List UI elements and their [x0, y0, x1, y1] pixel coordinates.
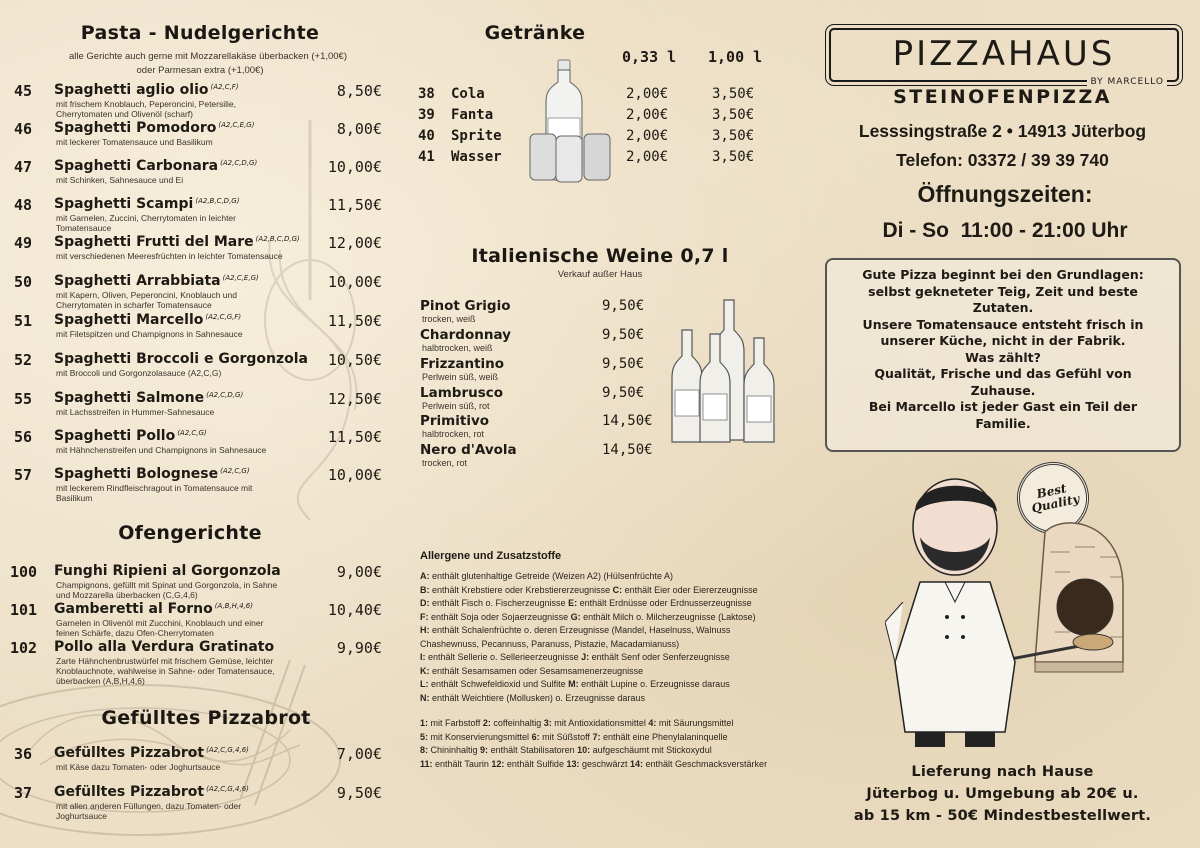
- ofen-title: Ofengerichte: [118, 522, 262, 544]
- item-description: mit allen anderen Füllungen, dazu Tomaten- oder Joghurtsauce: [56, 801, 242, 821]
- drink-number: 39: [418, 107, 435, 123]
- item-name: [54, 601, 253, 617]
- item-name: [54, 466, 250, 482]
- item-allergens: (A,B,H,4,6): [214, 602, 253, 610]
- item-name-text: Spaghetti Pomodoro: [54, 120, 217, 136]
- wine-item: [420, 385, 680, 413]
- story-line: Zuhause.: [970, 382, 1036, 398]
- item-name-text: Spaghetti Bolognese: [54, 466, 219, 482]
- item-description: mit leckerem Rindfleischragout in Tomatensauce mit Basilikum: [56, 483, 253, 503]
- item-allergens: (A2,B,C,D,G): [195, 197, 240, 205]
- item-name: [54, 273, 259, 289]
- item-allergens: (A2,C,G,F): [205, 313, 242, 321]
- item-description: mit verschiedenen Meeresfrüchten in leichter Tomatensauce: [56, 251, 283, 261]
- item-number: 45: [14, 82, 33, 100]
- item-price: 12,50€: [327, 390, 382, 408]
- item-price: 8,50€: [336, 82, 382, 100]
- wine-price: 9,50€: [602, 298, 645, 314]
- wine-name: Pinot Grigio: [420, 298, 511, 314]
- allergen-list: [420, 570, 785, 705]
- legend-text: enthält Schwefeldioxid und Sulfite: [428, 679, 569, 689]
- item-name: [54, 428, 207, 444]
- legend-code: D:: [420, 598, 430, 608]
- item-allergens: (A2,C,E,G): [218, 121, 255, 129]
- legend-code: 9:: [480, 745, 489, 755]
- item-price: 9,00€: [336, 563, 382, 581]
- allergen-section: [420, 550, 785, 771]
- delivery-line: Lieferung nach Hause: [911, 764, 1094, 780]
- item-number: 47: [14, 158, 33, 176]
- item-description: mit Hähnchenstreifen und Champignons in Sahnesauce: [56, 445, 267, 455]
- item-name-text: Gamberetti al Forno: [54, 601, 213, 617]
- item-price: 9,90€: [336, 639, 382, 657]
- legend-code: J:: [581, 652, 590, 662]
- left-column: [0, 0, 400, 848]
- delivery-line: Jüterbog u. Umgebung ab 20€ u.: [866, 786, 1139, 802]
- item-allergens: (A2,C,G,4,6): [206, 746, 249, 754]
- item-name-text: Gefülltes Pizzabrot: [54, 745, 205, 761]
- item-name-text: Funghi Ripieni al Gorgonzola: [54, 563, 281, 579]
- drink-name: Cola: [451, 86, 485, 102]
- item-number: 51: [14, 312, 33, 330]
- legend-text: enthält Sulfide: [504, 758, 567, 769]
- story-line: Familie.: [975, 415, 1031, 431]
- wine-bottles-illustration: [670, 298, 782, 446]
- legend-text: mit Konservierungsmittel: [428, 731, 532, 742]
- legend-code: N:: [420, 692, 430, 703]
- item-number: 55: [14, 390, 33, 408]
- drinks-size-small: 0,33 l: [622, 48, 677, 66]
- legend-text: enthält Sesamsamen oder Sesamsamenerzeugnisse: [429, 665, 644, 676]
- item-name-text: Spaghetti Arrabbiata: [54, 273, 221, 289]
- legend-text: mit Säurungsmittel: [656, 718, 734, 728]
- wine-item: [420, 413, 680, 441]
- legend-line: [420, 678, 785, 692]
- wine-description: Perlwein süß, rot: [422, 401, 490, 411]
- item-description: Garnelen in Olivenöl mit Zucchini, Knoblauch und einer feinen Schärfe, dazu Ofen-Cherrytomaten: [56, 618, 264, 638]
- legend-text: enthält Stabilisatoren: [488, 745, 578, 755]
- opening-hours: Di - So 11:00 - 21:00 Uhr: [882, 219, 1128, 242]
- legend-line: [420, 584, 785, 598]
- item-number: 102: [10, 639, 38, 657]
- logo-byline: BY MARCELLO: [1087, 77, 1167, 87]
- drink-name: Fanta: [451, 107, 494, 123]
- legend-code: L:: [420, 679, 429, 689]
- legend-text: enthält Taurin: [432, 758, 492, 769]
- drink-price-large: 3,50€: [712, 128, 755, 144]
- legend-code: 12:: [491, 758, 505, 769]
- story-line: Unsere Tomatensauce entsteht frisch in: [862, 316, 1144, 332]
- phone[interactable]: Telefon: 03372 / 39 39 740: [896, 150, 1109, 170]
- item-number: 48: [14, 196, 33, 214]
- wine-description: trocken, weiß: [422, 314, 476, 324]
- drink-price-large: 3,50€: [712, 107, 755, 123]
- item-name-text: Spaghetti aglio olio: [54, 82, 209, 98]
- chef-illustration: [885, 472, 1125, 752]
- item-number: 52: [14, 351, 33, 369]
- story-line: Zutaten.: [972, 300, 1034, 315]
- story-line: Bei Marcello ist jeder Gast ein Teil der: [868, 399, 1138, 414]
- wine-name: Lambrusco: [420, 385, 504, 401]
- legend-code: 2:: [482, 718, 491, 728]
- item-name: [54, 312, 241, 328]
- legend-code: F:: [420, 611, 429, 622]
- legend-code: 1:: [420, 718, 429, 728]
- drinks-bottles-illustration: [528, 56, 618, 186]
- right-column: [805, 0, 1200, 848]
- additive-list: [420, 717, 785, 771]
- wine-item: [420, 356, 680, 384]
- legend-text: enthält Eier oder Eiererzeugnisse: [622, 584, 758, 595]
- legend-code: I:: [420, 652, 426, 662]
- item-price: 10,00€: [327, 466, 382, 484]
- legend-text: mit Farbstoff: [428, 718, 483, 728]
- pizzabrot-title: Gefülltes Pizzabrot: [101, 707, 311, 729]
- wine-description: halbtrocken, rot: [422, 429, 485, 439]
- drink-price-small: 2,00€: [626, 86, 669, 102]
- item-description: mit Kapern, Oliven, Peperoncini, Knoblauch und Cherrytomaten in scharfer Tomatensauce: [56, 290, 237, 310]
- legend-text: enthält Weichtiere (Mollusken) o. Erzeugnisse daraus: [429, 692, 645, 703]
- item-name: [54, 196, 239, 212]
- legend-code: 11:: [420, 758, 433, 769]
- story-box: [825, 258, 1181, 452]
- item-number: 57: [14, 466, 33, 484]
- item-name-text: Pollo alla Verdura Gratinato: [54, 639, 275, 655]
- legend-line: [420, 597, 785, 611]
- drink-name: Wasser: [451, 149, 502, 165]
- opening-hours-title: Öffnungszeiten:: [917, 181, 1093, 207]
- story-line: Gute Pizza beginnt bei den Grundlagen:: [862, 267, 1144, 282]
- legend-line: [420, 692, 785, 706]
- item-name: [54, 563, 281, 579]
- item-allergens: (A2,B,C,D,G): [255, 235, 300, 243]
- legend-code: B:: [420, 584, 430, 595]
- item-price: 9,50€: [336, 784, 382, 802]
- legend-text: enthält Krebstiere oder Krebstiererzeugnisse: [429, 584, 613, 595]
- wine-description: Perlwein süß, weiß: [422, 372, 499, 382]
- item-number: 101: [10, 601, 38, 619]
- legend-code: 14:: [630, 758, 644, 769]
- item-name-text: Spaghetti Frutti del Mare: [54, 234, 254, 250]
- item-allergens: (A2,C,F): [210, 83, 239, 91]
- legend-text: enthält Lupine o. Erzeugnisse daraus: [578, 679, 730, 689]
- legend-text: geschwärzt: [579, 758, 630, 769]
- wine-name: Nero d'Avola: [420, 442, 517, 458]
- item-name-text: Spaghetti Salmone: [54, 390, 205, 406]
- item-name: [54, 390, 243, 406]
- wine-description: trocken, rot: [422, 458, 468, 468]
- pasta-title: Pasta - Nudelgerichte: [80, 22, 320, 44]
- item-name: [54, 745, 249, 761]
- wine-item: [420, 327, 680, 355]
- item-description: mit Garnelen, Zuccini, Cherrytomaten in leichter Tomatensauce: [56, 213, 236, 233]
- legend-line: [420, 651, 785, 665]
- legend-code: K:: [420, 665, 430, 676]
- legend-code: 3:: [543, 718, 552, 728]
- item-allergens: (A2,C,D,G): [220, 159, 258, 167]
- wine-description: halbtrocken, weiß: [422, 343, 493, 353]
- legend-text: enthält Erdnüsse oder Erdnusserzeugnisse: [577, 598, 752, 608]
- logo-text: PIZZAHAUS: [892, 34, 1116, 74]
- legend-line: [420, 744, 785, 758]
- legend-text: enthält eine Phenylalaninquelle: [600, 731, 728, 742]
- legend-text: enthält Milch o. Milcherzeugnisse (Laktose): [580, 611, 756, 622]
- item-name: [54, 639, 274, 655]
- item-allergens: (A2,C,E,G): [222, 274, 259, 282]
- wine-item: [420, 442, 680, 470]
- item-name-text: Spaghetti Scampi: [54, 196, 194, 212]
- story-text: [827, 260, 1179, 432]
- item-name: [54, 234, 300, 250]
- delivery-info: [805, 761, 1200, 827]
- item-number: 36: [14, 745, 33, 763]
- item-description: Champignons, gefüllt mit Spinat und Gorgonzola, in Sahne und Mozzarella überbacken (C,G,4,6): [56, 580, 278, 600]
- item-name: [54, 120, 254, 136]
- middle-column: [400, 0, 805, 848]
- legend-text: enthält Soja oder Sojaerzeugnisse: [428, 611, 571, 622]
- drinks-title: Getränke: [484, 22, 586, 44]
- legend-text: mit Süßstoff: [539, 731, 593, 742]
- item-name-text: Spaghetti Marcello: [54, 312, 204, 328]
- item-price: 10,00€: [327, 273, 382, 291]
- item-allergens: (A2,C,G): [177, 429, 207, 437]
- legend-text: enthält Sellerie o. Sellerieerzeugnisse: [425, 652, 582, 662]
- drink-number: 38: [418, 86, 435, 102]
- drink-price-small: 2,00€: [626, 149, 669, 165]
- item-allergens: (A2,C,D,G): [206, 391, 244, 399]
- legend-line: [420, 758, 785, 772]
- item-description: mit Filetspitzen und Champignons in Sahnesauce: [56, 329, 243, 339]
- wine-price: 14,50€: [602, 442, 653, 458]
- wines-subtitle: Verkauf außer Haus: [557, 269, 643, 280]
- wine-item: [420, 298, 680, 326]
- legend-text: enthält Senf oder Senferzeugnisse: [589, 652, 730, 662]
- legend-code: H:: [420, 625, 430, 635]
- drink-name: Sprite: [451, 128, 502, 144]
- legend-text: enthält Fisch o. Fischerzeugnisse: [429, 598, 569, 608]
- item-description: Zarte Hähnchenbrustwürfel mit frischem Gemüse, leichter Knoblauchnote, wahlweise in Sahne- oder Tomatensauce, überbacken (A,B,H,4,6): [56, 656, 275, 686]
- wine-price: 9,50€: [602, 385, 645, 401]
- wine-price: 9,50€: [602, 356, 645, 372]
- item-description: mit frischem Knoblauch, Peperoncini, Petersilie, Cherrytomaten und Olivenöl (scharf): [56, 99, 236, 119]
- item-name-text: Spaghetti Broccoli e Gorgonzola: [54, 351, 308, 367]
- drinks-size-large: 1,00 l: [708, 48, 763, 66]
- story-line: Qualität, Frische und das Gefühl von: [874, 366, 1132, 381]
- legend-text: mit Antioxidationsmittel: [551, 718, 649, 728]
- item-number: 46: [14, 120, 33, 138]
- legend-code: 8:: [420, 745, 429, 755]
- item-price: 7,00€: [336, 745, 382, 763]
- legend-code: 6:: [531, 731, 540, 742]
- drink-number: 41: [418, 149, 435, 165]
- logo: [829, 28, 1179, 87]
- item-name-text: Gefülltes Pizzabrot: [54, 784, 205, 800]
- pasta-subtitle-2: oder Parmesan extra (+1,00€): [136, 65, 264, 76]
- tagline: STEINOFENPIZZA: [893, 86, 1112, 108]
- item-allergens: (A2,C,G): [220, 467, 250, 475]
- item-price: 10,00€: [327, 158, 382, 176]
- legend-text: enthält glutenhaltige Getreide (Weizen A2) (Hülsenfrüchte A): [429, 571, 673, 581]
- legend-code: 7:: [592, 731, 601, 742]
- wine-name: Primitivo: [420, 413, 490, 429]
- pasta-subtitle: alle Gerichte auch gerne mit Mozzarellakäse überbacken (+1,00€): [68, 51, 348, 62]
- legend-code: 10:: [577, 745, 591, 755]
- drink-number: 40: [418, 128, 435, 144]
- item-name: [54, 158, 257, 174]
- item-name: [54, 82, 239, 98]
- item-description: mit Broccoli und Gorgonzolasauce (A2,C,G): [56, 368, 222, 378]
- wine-name: Frizzantino: [420, 356, 505, 372]
- legend-text: aufgeschäumt mit Stickoxydul: [590, 745, 712, 755]
- item-description: mit Käse dazu Tomaten- oder Joghurtsauce: [56, 762, 221, 772]
- wine-price: 9,50€: [602, 327, 645, 343]
- legend-text: enthält Schalenfrüchte o. deren Erzeugnisse (Mandel, Haselnuss, Walnuss Chashewnuss, Pecannuss, Paranuss, Pistazie, Macadamianuss): [420, 625, 731, 649]
- item-allergens: (A2,C,G,4,6): [206, 785, 249, 793]
- wine-price: 14,50€: [602, 413, 653, 429]
- item-price: 11,50€: [327, 428, 382, 446]
- legend-text: Chininhaltig: [428, 745, 481, 755]
- legend-code: M:: [568, 679, 579, 689]
- legend-code: 13:: [566, 758, 580, 769]
- story-line: Was zählt?: [965, 349, 1041, 365]
- legend-line: [420, 570, 785, 584]
- badge-text: Best Quality: [1030, 481, 1081, 516]
- item-price: 11,50€: [327, 196, 382, 214]
- item-number: 37: [14, 784, 33, 802]
- address: Lesssingstraße 2 • 14913 Jüterbog: [858, 121, 1147, 141]
- item-name: [54, 351, 308, 367]
- legend-line: [420, 624, 785, 651]
- item-number: 50: [14, 273, 33, 291]
- wines-title: Italienische Weine 0,7 l: [471, 245, 729, 267]
- item-description: mit Schinken, Sahnesauce und Ei: [56, 175, 184, 185]
- legend-text: enthält Geschmacksverstärker: [643, 758, 768, 769]
- delivery-line: ab 15 km - 50€ Mindestbestellwert.: [853, 808, 1152, 824]
- item-name-text: Spaghetti Pollo: [54, 428, 176, 444]
- item-price: 10,40€: [327, 601, 382, 619]
- story-line: selbst gekneteter Teig, Zeit und beste: [868, 283, 1138, 299]
- legend-code: C:: [612, 584, 623, 595]
- item-name: [54, 784, 249, 800]
- legend-code: G:: [570, 611, 581, 622]
- legend-line: [420, 665, 785, 679]
- drink-price-large: 3,50€: [712, 149, 755, 165]
- legend-line: [420, 731, 785, 745]
- item-number: 56: [14, 428, 33, 446]
- item-price: 8,00€: [336, 120, 382, 138]
- item-number: 100: [10, 563, 38, 581]
- wine-name: Chardonnay: [420, 327, 511, 343]
- item-name-text: Spaghetti Carbonara: [54, 158, 219, 174]
- item-price: 11,50€: [327, 312, 382, 330]
- legend-line: [420, 611, 785, 625]
- legend-text: coffeinhaltig: [490, 718, 544, 728]
- drink-price-small: 2,00€: [626, 128, 669, 144]
- story-line: unserer Küche, nicht in der Fabrik.: [880, 333, 1126, 348]
- legend-code: 5:: [420, 731, 429, 742]
- legend-line: [420, 717, 785, 731]
- allergen-title: Allergene und Zusatzstoffe: [420, 550, 562, 562]
- drink-price-large: 3,50€: [712, 86, 755, 102]
- legend-code: E:: [568, 598, 578, 608]
- item-number: 49: [14, 234, 33, 252]
- legend-code: A:: [420, 571, 430, 581]
- item-price: 12,00€: [327, 234, 382, 252]
- drink-price-small: 2,00€: [626, 107, 669, 123]
- item-description: mit leckerer Tomatensauce und Basilikum: [56, 137, 213, 147]
- item-price: 10,50€: [327, 351, 382, 369]
- item-description: mit Lachsstreifen in Hummer-Sahnesauce: [56, 407, 215, 417]
- legend-code: 4:: [648, 718, 657, 728]
